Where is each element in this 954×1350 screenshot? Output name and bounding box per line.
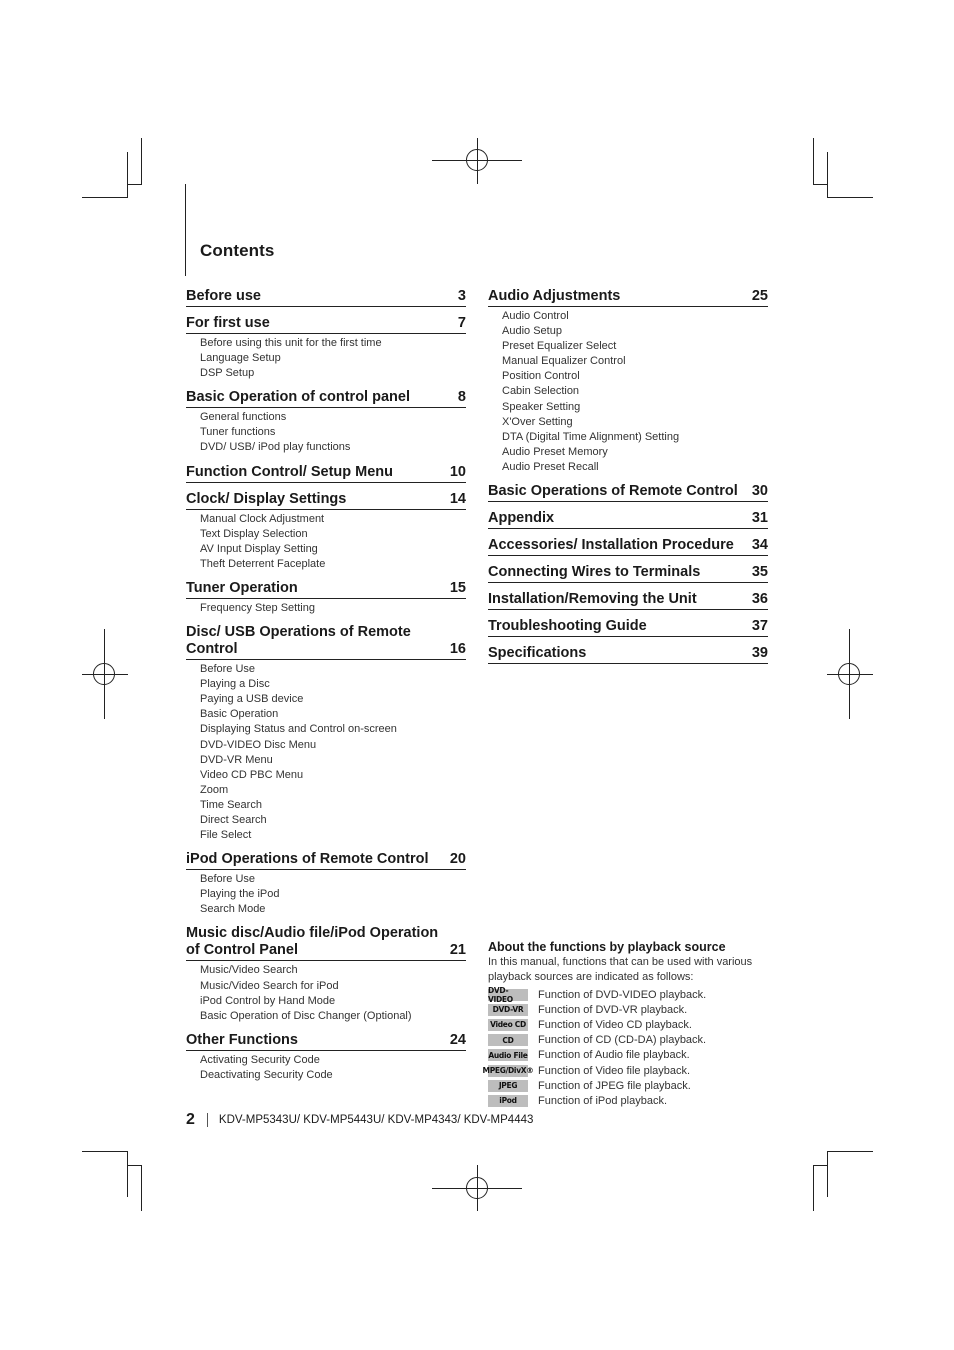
toc-subentry[interactable]: DVD/ USB/ iPod play functions [200, 441, 351, 454]
legend-item-text: Function of DVD-VR playback. [538, 1003, 688, 1016]
toc-subentry[interactable]: DTA (Digital Time Alignment) Setting [502, 430, 680, 443]
toc-section [186, 315, 466, 381]
legend-item [488, 1078, 778, 1093]
toc-entry[interactable] [488, 483, 768, 502]
toc-subentry-list [488, 309, 768, 475]
toc-subentry-list [186, 662, 466, 843]
toc-entry[interactable] [488, 564, 768, 583]
toc-subentry-list [186, 1053, 466, 1083]
toc-entry-page: 14 [449, 490, 466, 507]
toc-entry-page: 24 [449, 1031, 466, 1048]
toc-subentry[interactable]: Paying a USB device [200, 693, 304, 706]
legend-item [488, 1093, 778, 1108]
toc-entry-page: 31 [751, 510, 768, 527]
legend-item-text: Function of Audio file playback. [538, 1049, 690, 1062]
legend-item-text: Function of iPod playback. [538, 1094, 668, 1107]
toc-entry-title: Connecting Wires to Terminals [488, 564, 701, 581]
toc-subentry[interactable]: Zoom [200, 783, 229, 796]
toc-subentry[interactable]: Music/Video Search for iPod [200, 979, 339, 992]
legend-item [488, 1017, 778, 1032]
playback-source-legend [482, 939, 778, 1109]
toc-subentry[interactable]: AV Input Display Setting [200, 542, 318, 555]
toc-section [488, 591, 768, 610]
toc-entry-page: 21 [449, 942, 466, 959]
toc-entry[interactable] [186, 389, 466, 408]
toc-subentry[interactable]: Audio Preset Recall [502, 460, 599, 473]
toc-entry-page: 39 [751, 645, 768, 662]
toc-section [488, 618, 768, 637]
toc-subentry[interactable]: Audio Setup [502, 325, 562, 338]
toc-subentry[interactable]: Audio Preset Memory [502, 445, 608, 458]
source-badge-icon: CD [488, 1034, 528, 1046]
toc-entry-title: Tuner Operation [186, 579, 298, 596]
toc-entry-page: 3 [457, 288, 466, 304]
toc-subentry[interactable]: Displaying Status and Control on-screen [200, 723, 397, 736]
toc-subentry[interactable]: Frequency Step Setting [200, 601, 315, 614]
source-badge-icon: Video CD [488, 1019, 528, 1031]
toc-section [186, 624, 466, 843]
toc-subentry-list [186, 410, 466, 455]
toc-subentry[interactable]: Activating Security Code [200, 1053, 320, 1066]
page-footer [186, 1111, 533, 1129]
toc-entry-title: Function Control/ Setup Menu [186, 463, 394, 480]
toc-subentry[interactable]: Audio Control [502, 310, 569, 322]
toc-subentry-list [186, 336, 466, 381]
toc-entry[interactable] [186, 288, 466, 307]
toc-subentry[interactable]: Video CD PBC Menu [200, 768, 304, 781]
source-badge-icon: MPEG/DivX® [482, 1066, 534, 1076]
toc-entry-page: 16 [449, 641, 466, 658]
toc-subentry[interactable]: X'Over Setting [502, 415, 573, 428]
toc-subentry[interactable]: Before Use [200, 873, 256, 886]
toc-entry-title: Accessories/ Installation Procedure [488, 537, 734, 554]
toc-subentry-list [186, 512, 466, 572]
toc-subentry[interactable]: Before using this unit for the first time [200, 337, 382, 349]
toc-entry-title: Audio Adjustments [488, 288, 621, 304]
toc-entry-page: 30 [751, 483, 768, 500]
toc-section [186, 491, 466, 572]
toc-subentry[interactable]: Text Display Selection [200, 527, 308, 540]
toc-entry-page: 34 [751, 537, 768, 554]
toc-entry-title: Specifications [488, 645, 587, 662]
toc-section [186, 580, 466, 616]
legend-title: About the functions by playback source [488, 940, 726, 954]
toc-subentry[interactable]: Playing a Disc [200, 678, 270, 691]
toc-entry-title: Troubleshooting Guide [488, 618, 647, 635]
toc-subentry[interactable]: Speaker Setting [502, 400, 581, 413]
toc-section [186, 925, 466, 1023]
toc-subentry[interactable]: Music/Video Search [200, 964, 298, 977]
toc-subentry[interactable]: Basic Operation [200, 708, 279, 721]
toc-entry[interactable] [186, 491, 466, 510]
toc-subentry[interactable]: Deactivating Security Code [200, 1068, 333, 1081]
source-badge-icon: iPod [488, 1095, 528, 1107]
legend-item-text: Function of DVD-VIDEO playback. [538, 988, 707, 1001]
toc-entry-page: 20 [449, 851, 466, 868]
legend-item [488, 1002, 778, 1017]
legend-item [488, 1048, 778, 1063]
toc-entry[interactable] [488, 537, 768, 556]
source-badge-icon: DVD-VR [488, 1004, 528, 1016]
toc-subentry[interactable]: Cabin Selection [502, 385, 580, 398]
toc-subentry[interactable]: Manual Clock Adjustment [200, 512, 325, 525]
source-badge-icon: DVD-VIDEO [488, 989, 528, 1001]
toc-entry-title: Basic Operations of Remote Control [488, 483, 738, 500]
toc-entry-page: 15 [449, 579, 466, 596]
toc-entry-title: Appendix [488, 510, 555, 527]
toc-section [186, 288, 466, 307]
toc-section [488, 645, 768, 664]
page-title: Contents [200, 241, 275, 260]
toc-entry-title: Basic Operation of control panel [186, 389, 410, 406]
toc-subentry-list [186, 963, 466, 1023]
toc-section [488, 510, 768, 529]
toc-subentry[interactable]: DSP Setup [200, 367, 255, 380]
toc-entry[interactable] [488, 618, 768, 637]
toc-subentry[interactable]: Preset Equalizer Select [502, 340, 617, 353]
legend-list [482, 985, 778, 1109]
toc-section [186, 1032, 466, 1083]
title-rule [185, 184, 186, 276]
toc-entry-page: 8 [457, 389, 466, 406]
toc-entry[interactable] [186, 315, 466, 334]
toc-entry-title: Disc/ USB Operations of Remote Control [186, 624, 411, 658]
toc-entry[interactable] [488, 288, 768, 307]
toc-section [186, 851, 466, 917]
toc-subentry-list [186, 872, 466, 917]
legend-item [488, 1033, 778, 1048]
toc-left-column [186, 288, 466, 1091]
toc-entry[interactable] [488, 510, 768, 529]
toc-subentry[interactable]: DVD-VR Menu [200, 753, 273, 766]
toc-section [488, 537, 768, 556]
model-numbers: KDV-MP5343U/ KDV-MP5443U/ KDV-MP4343/ KDV-MP4443 [218, 1114, 534, 1126]
toc-entry[interactable] [186, 464, 466, 483]
legend-item [488, 987, 778, 1002]
toc-subentry-list [186, 601, 466, 616]
legend-item-text: Function of Video file playback. [538, 1064, 691, 1077]
toc-subentry[interactable]: File Select [200, 829, 252, 842]
toc-entry-title: Before use [186, 288, 261, 304]
toc-subentry[interactable]: Search Mode [200, 903, 266, 916]
toc-entry-page: 10 [449, 463, 466, 480]
toc-section [186, 389, 466, 455]
footer-divider [207, 1113, 208, 1127]
toc-entry[interactable] [186, 851, 466, 870]
toc-entry-page: 25 [751, 288, 768, 304]
toc-entry[interactable] [186, 1032, 466, 1051]
toc-subentry[interactable]: Time Search [200, 798, 262, 811]
toc-right-column [488, 288, 768, 672]
toc-subentry[interactable]: iPod Control by Hand Mode [200, 994, 336, 1007]
toc-subentry[interactable]: Direct Search [200, 813, 267, 826]
legend-description: In this manual, functions that can be used with various playback sources are indicated as follows: [488, 956, 753, 983]
legend-item [482, 1063, 778, 1078]
toc-entry[interactable] [186, 624, 466, 660]
toc-entry-page: 36 [751, 591, 768, 608]
legend-item-text: Function of Video CD playback. [538, 1018, 692, 1031]
toc-entry-title: Other Functions [186, 1031, 298, 1048]
legend-item-text: Function of JPEG file playback. [538, 1079, 691, 1092]
toc-entry[interactable] [488, 645, 768, 664]
toc-subentry[interactable]: General functions [200, 411, 287, 424]
toc-subentry[interactable]: Playing the iPod [200, 888, 280, 901]
toc-section [488, 288, 768, 475]
toc-entry[interactable] [186, 925, 466, 961]
toc-entry-title: Music disc/Audio file/iPod Operation of Control Panel [186, 925, 439, 959]
toc-subentry[interactable]: Language Setup [200, 352, 281, 365]
toc-entry-title: For first use [186, 315, 270, 331]
toc-entry[interactable] [488, 591, 768, 610]
legend-item-text: Function of CD (CD-DA) playback. [538, 1034, 707, 1047]
toc-subentry[interactable]: Position Control [502, 370, 580, 383]
toc-entry-title: Installation/Removing the Unit [488, 591, 697, 608]
toc-section [186, 464, 466, 483]
toc-subentry[interactable]: Tuner functions [200, 426, 276, 439]
toc-entry-page: 35 [751, 564, 768, 581]
toc-subentry[interactable]: DVD-VIDEO Disc Menu [200, 738, 317, 751]
toc-subentry[interactable]: Before Use [200, 663, 256, 676]
source-badge-icon: JPEG [488, 1080, 528, 1092]
toc-entry-title: Clock/ Display Settings [186, 490, 347, 507]
toc-entry-page: 7 [457, 315, 466, 331]
page-number: 2 [186, 1111, 195, 1128]
toc-section [488, 564, 768, 583]
toc-subentry[interactable]: Basic Operation of Disc Changer (Optional) [200, 1009, 412, 1022]
toc-subentry[interactable]: Theft Deterrent Faceplate [200, 557, 326, 570]
toc-section [488, 483, 768, 502]
toc-subentry[interactable]: Manual Equalizer Control [502, 355, 626, 368]
toc-entry[interactable] [186, 580, 466, 599]
toc-entry-title: iPod Operations of Remote Control [186, 851, 429, 868]
toc-entry-page: 37 [751, 618, 768, 635]
source-badge-icon: Audio File [488, 1050, 528, 1060]
